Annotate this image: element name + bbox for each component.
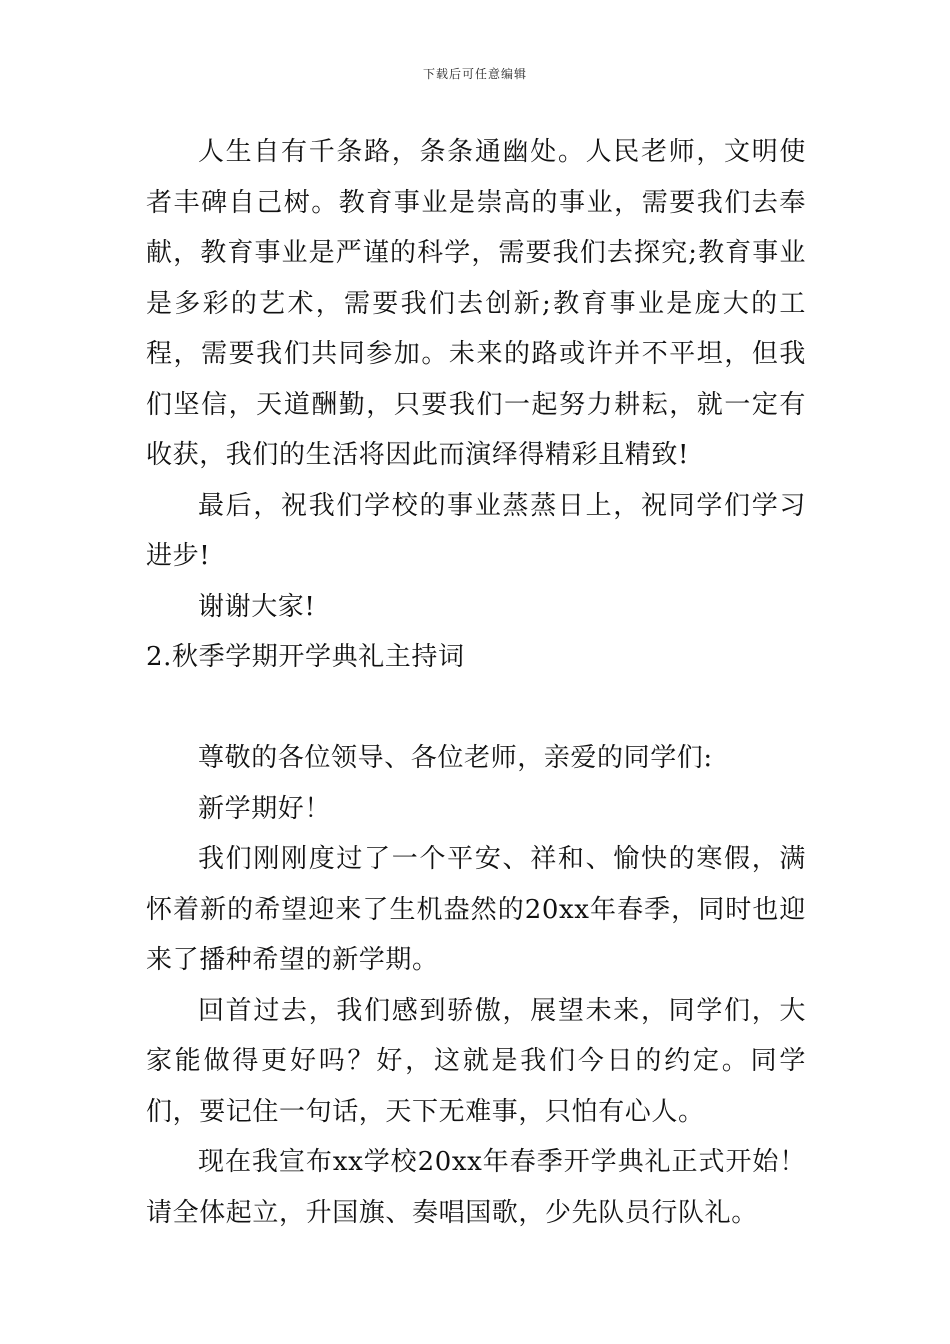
paragraph-1: 人生自有千条路，条条通幽处。人民老师，文明使者丰碑自己树。教育事业是崇高的事业，需要我们去奉献，教育事业是严谨的科学，需要我们去探究;教育事业是多彩的艺术，需要我们去创新;教育事业是庞大的工程，需要我们共同参加。未来的路或许并不平坦，但我们坚信，天道酬勤，只要我们一起努力耕耘，就一定有收获，我们的生活将因此而演绎得精彩且精致! <box>146 137 806 470</box>
paragraph-salutation: 尊敬的各位领导、各位老师，亲爱的同学们: <box>198 743 713 773</box>
paragraph-6: 我们刚刚度过了一个平安、祥和、愉快的寒假，满怀着新的希望迎来了生机盎然的20xx年春季，同时也迎来了播种希望的新学期。 <box>146 844 806 975</box>
paragraph-2: 最后，祝我们学校的事业蒸蒸日上，祝同学们学习进步! <box>146 490 806 571</box>
header-note: 下载后可任意编辑 <box>422 67 527 81</box>
paragraph-7: 回首过去，我们感到骄傲，展望未来，同学们，大家能做得更好吗？好，这就是我们今日的约定。同学们，要记住一句话，天下无难事，只怕有心人。 <box>146 995 806 1127</box>
paragraph-3: 谢谢大家! <box>198 591 316 622</box>
document-body <box>146 127 806 1238</box>
section-title: 2.秋季学期开学典礼主持词 <box>146 642 465 672</box>
paragraph-greeting: 新学期好！ <box>198 793 332 824</box>
paragraph-8: 现在我宣布xx学校20xx年春季开学典礼正式开始！请全体起立，升国旗、奏唱国歌，少先队员行队礼。 <box>146 1147 806 1228</box>
blank-line <box>146 683 806 734</box>
